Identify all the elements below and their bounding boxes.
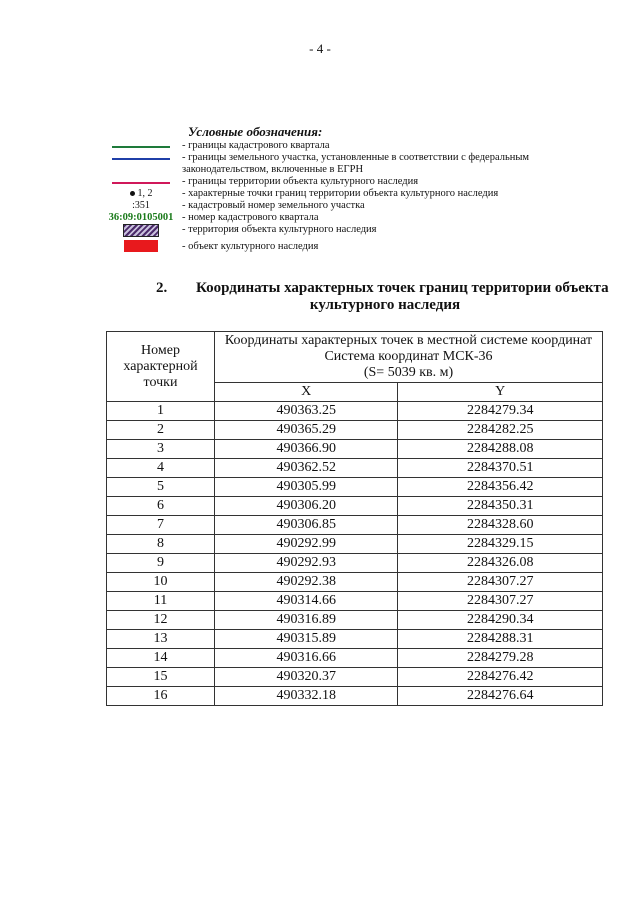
- legend-item-text: - границы земельного участка, установленные в соответствии с федеральным законодательством, включенные в ЕГРН: [182, 152, 530, 175]
- page-number: - 4 -: [309, 41, 331, 56]
- point-number-cell: 13: [107, 630, 215, 649]
- legend-item: [100, 152, 600, 176]
- section-number: 2.: [156, 280, 168, 296]
- legend-item: [100, 224, 600, 237]
- y-coordinate-cell: 2284288.08: [398, 440, 603, 459]
- y-coordinate-cell: 2284328.60: [398, 516, 603, 535]
- legend-item-text: - границы территории объекта культурного наследия: [182, 176, 419, 187]
- point-number-cell: 12: [107, 611, 215, 630]
- y-coordinate-cell: 2284329.15: [398, 535, 603, 554]
- table-row: [107, 573, 603, 592]
- x-coordinate-cell: 490306.85: [215, 516, 398, 535]
- y-header: Y: [398, 383, 603, 402]
- coordinates-table: [106, 331, 603, 706]
- y-coordinate-cell: 2284279.34: [398, 402, 603, 421]
- table-row: [107, 592, 603, 611]
- point-number-cell: 16: [107, 687, 215, 706]
- group-header-line2: Система координат МСК-36: [324, 349, 493, 364]
- y-coordinate-cell: 2284276.42: [398, 668, 603, 687]
- group-header-line3: (S= 5039 кв. м): [363, 365, 454, 380]
- table-row: [107, 535, 603, 554]
- table-row: [107, 402, 603, 421]
- legend-title: Условные обозначения:: [188, 124, 323, 139]
- x-coordinate-cell: 490365.29: [215, 421, 398, 440]
- y-coordinate-cell: 2284288.31: [398, 630, 603, 649]
- y-coordinate-cell: 2284307.27: [398, 573, 603, 592]
- legend-item: [100, 200, 600, 212]
- point-number-cell: 14: [107, 649, 215, 668]
- point-number-cell: 10: [107, 573, 215, 592]
- legend-hatch-symbol: [100, 224, 182, 237]
- x-coordinate-cell: 490362.52: [215, 459, 398, 478]
- point-dot-icon: [130, 191, 135, 196]
- y-coordinate-cell: 2284370.51: [398, 459, 603, 478]
- legend-item: [100, 237, 600, 253]
- legend-item-text: - номер кадастрового квартала: [182, 212, 319, 223]
- table-row: [107, 459, 603, 478]
- legend-item: [100, 176, 600, 188]
- y-coordinate-cell: 2284276.64: [398, 687, 603, 706]
- table-row: [107, 649, 603, 668]
- x-coordinate-cell: 490366.90: [215, 440, 398, 459]
- x-coordinate-cell: 490316.89: [215, 611, 398, 630]
- legend-line-symbol: [100, 176, 182, 184]
- y-coordinate-cell: 2284326.08: [398, 554, 603, 573]
- section-title-line1: Координаты характерных точек границ территории объекта: [196, 280, 609, 296]
- legend-line-symbol: [100, 140, 182, 148]
- y-coordinate-cell: 2284356.42: [398, 478, 603, 497]
- y-coordinate-cell: 2284350.31: [398, 497, 603, 516]
- point-number-cell: 2: [107, 421, 215, 440]
- x-coordinate-cell: 490332.18: [215, 687, 398, 706]
- point-number-cell: 11: [107, 592, 215, 611]
- point-number-cell: 8: [107, 535, 215, 554]
- point-number-cell: 6: [107, 497, 215, 516]
- point-number-header: Номер характерной точки: [107, 332, 215, 402]
- legend-item-text: - характерные точки границ территории объекта культурного наследия: [182, 188, 499, 199]
- point-number-cell: 15: [107, 668, 215, 687]
- x-coordinate-cell: 490320.37: [215, 668, 398, 687]
- coordinates-body: [107, 402, 603, 706]
- y-coordinate-cell: 2284282.25: [398, 421, 603, 440]
- table-row: [107, 440, 603, 459]
- point-number-cell: 4: [107, 459, 215, 478]
- x-coordinate-cell: 490292.99: [215, 535, 398, 554]
- legend-line-symbol: [100, 152, 182, 160]
- table-row: [107, 668, 603, 687]
- x-coordinate-cell: 490363.25: [215, 402, 398, 421]
- table-row: [107, 554, 603, 573]
- table-row: [107, 516, 603, 535]
- coordinates-group-header: [215, 332, 603, 383]
- x-coordinate-cell: 490316.66: [215, 649, 398, 668]
- legend-point-symbol: 1, 2: [100, 188, 182, 199]
- x-coordinate-cell: 490315.89: [215, 630, 398, 649]
- legend-quarter-code-symbol: 36:09:0105001: [108, 212, 174, 223]
- legend-item-text: - территория объекта культурного наследия: [182, 224, 377, 235]
- legend-item: [100, 212, 600, 224]
- x-coordinate-cell: 490314.66: [215, 592, 398, 611]
- section-heading: [150, 280, 620, 314]
- legend-red-fill-symbol: [100, 237, 182, 252]
- legend-item-text: - кадастровый номер земельного участка: [182, 200, 365, 211]
- legend: [100, 140, 600, 253]
- table-row: [107, 611, 603, 630]
- x-header: X: [215, 383, 398, 402]
- point-number-cell: 5: [107, 478, 215, 497]
- x-coordinate-cell: 490292.93: [215, 554, 398, 573]
- point-number-cell: 3: [107, 440, 215, 459]
- table-row: [107, 478, 603, 497]
- y-coordinate-cell: 2284307.27: [398, 592, 603, 611]
- x-coordinate-cell: 490305.99: [215, 478, 398, 497]
- y-coordinate-cell: 2284279.28: [398, 649, 603, 668]
- legend-item-text: - границы кадастрового квартала: [182, 140, 330, 151]
- point-number-cell: 9: [107, 554, 215, 573]
- point-number-cell: 7: [107, 516, 215, 535]
- table-row: [107, 630, 603, 649]
- x-coordinate-cell: 490306.20: [215, 497, 398, 516]
- legend-item: [100, 140, 600, 152]
- section-title-line2: культурного наследия: [309, 297, 461, 313]
- y-coordinate-cell: 2284290.34: [398, 611, 603, 630]
- table-row: [107, 497, 603, 516]
- group-header-line1: Координаты характерных точек в местной системе координат: [224, 333, 593, 348]
- table-row: [107, 687, 603, 706]
- table-row: [107, 421, 603, 440]
- legend-item-text: - объект культурного наследия: [182, 241, 319, 252]
- legend-item: [100, 188, 600, 200]
- x-coordinate-cell: 490292.38: [215, 573, 398, 592]
- point-number-cell: 1: [107, 402, 215, 421]
- legend-parcel-number-symbol: :351: [132, 200, 150, 211]
